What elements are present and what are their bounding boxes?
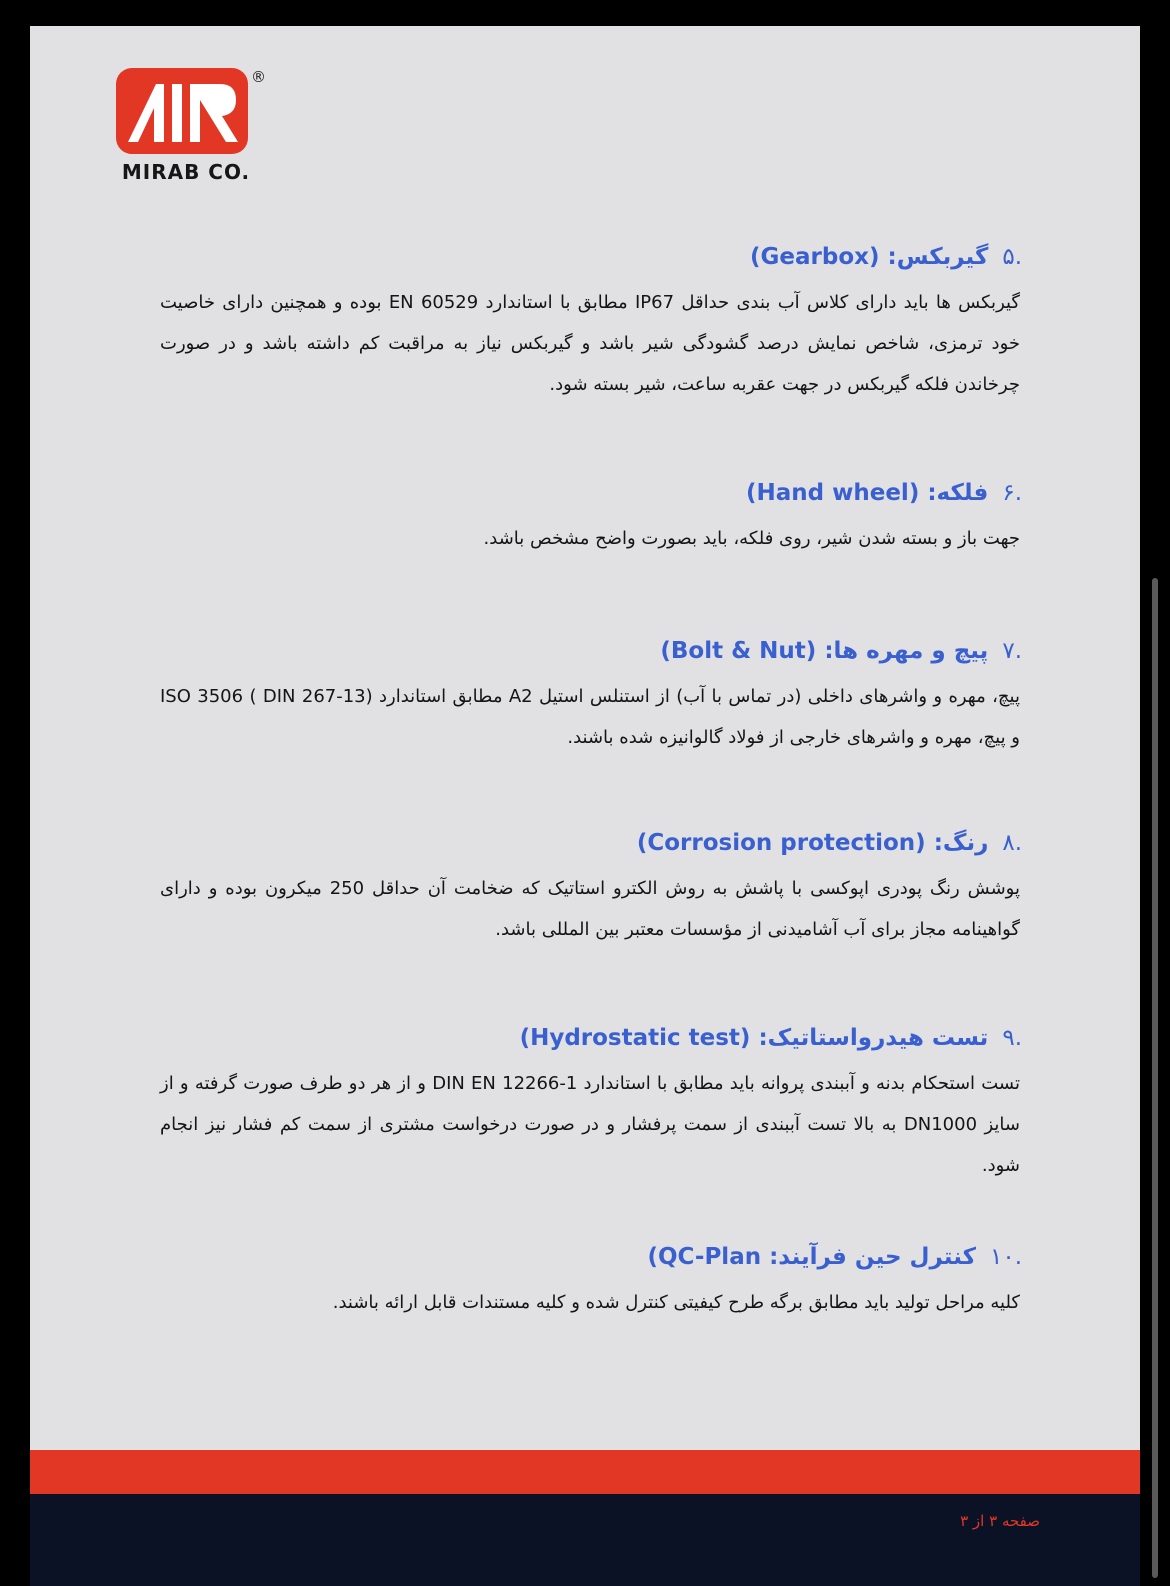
page-footer bbox=[30, 1494, 1140, 1586]
section-number: .۶ bbox=[1002, 480, 1022, 506]
section-title-fa: کنترل حین فرآیند: bbox=[769, 1244, 976, 1270]
section-title-en: (Gearbox) bbox=[750, 244, 880, 270]
section-title-en: (QC-Plan bbox=[647, 1244, 762, 1270]
section-number: .۸ bbox=[1002, 830, 1022, 856]
section-body: پیچ، مهره و واشرهای داخلی (در تماس با آب) از استنلس استیل A2 مطابق استاندارد (DIN 267-13 ) ISO 3506 و پیچ، مهره و واشرهای خارجی از فولاد گالوانیزه شده باشند. bbox=[160, 686, 1020, 748]
section-heading bbox=[160, 1240, 1022, 1274]
section-heading bbox=[160, 240, 1022, 274]
section-title-fa: پیچ و مهره ها: bbox=[824, 638, 989, 664]
page-number: صفحه ۳ از ۳ bbox=[960, 1512, 1040, 1530]
section-heading bbox=[160, 1021, 1022, 1055]
section-heading bbox=[160, 826, 1022, 860]
vertical-scrollbar[interactable] bbox=[1152, 578, 1158, 1578]
section-heading bbox=[160, 634, 1022, 668]
section-hand-wheel bbox=[160, 476, 1022, 559]
section-body: کلیه مراحل تولید باید مطابق برگه طرح کیفیتی کنترل شده و کلیه مستندات قابل ارائه باشند. bbox=[332, 1292, 1020, 1313]
section-title-en: (Bolt & Nut) bbox=[660, 638, 817, 664]
section-title-fa: گیربکس: bbox=[887, 244, 989, 270]
section-title-fa: تست هیدرواستاتیک: bbox=[758, 1025, 989, 1051]
section-body: تست استحکام بدنه و آببندی پروانه باید مطابق با استاندارد DIN EN 12266-1 و از هر دو طرف صورت گرفته و از سایز DN1000 به بالا تست آببندی از سمت پرفشار و در صورت درخواست مشتری از سمت کم فشار نیز انجام شود. bbox=[160, 1073, 1020, 1176]
section-title-en: (Hand wheel) bbox=[745, 480, 920, 506]
registered-mark: ® bbox=[251, 68, 266, 86]
section-number: .۱۰ bbox=[989, 1244, 1022, 1270]
mirab-logo-icon bbox=[116, 68, 250, 156]
section-hydrostatic-test bbox=[160, 1021, 1022, 1186]
section-title-en: (Corrosion protection) bbox=[636, 830, 926, 856]
section-title-en: (Hydrostatic test) bbox=[519, 1025, 751, 1051]
section-title-fa: فلکه: bbox=[927, 480, 989, 506]
logo-wordmark: MIRAB CO. bbox=[121, 160, 251, 184]
section-body: پوشش رنگ پودری اپوکسی با پاشش به روش الکترو استاتیک که ضخامت آن حداقل 250 میکرون بوده و دارای گواهینامه مجاز برای آب آشامیدنی از مؤسسات معتبر بین المللی باشد. bbox=[160, 878, 1020, 940]
section-bolt-nut bbox=[160, 634, 1022, 758]
section-number: .۵ bbox=[1002, 244, 1022, 270]
section-number: .۹ bbox=[1002, 1025, 1022, 1051]
section-body: گیربکس ها باید دارای کلاس آب بندی حداقل IP67 مطابق با استاندارد EN 60529 بوده و همچنین دارای خاصیت خود ترمزی، شاخص نمایش درصد گشودگی شیر باشد و گیربکس نیاز به مراقبت کم داشته باشد و در صورت چرخاندن فلکه گیربکس در جهت عقربه ساعت، شیر بسته شود. bbox=[160, 292, 1020, 395]
section-number: .۷ bbox=[1002, 638, 1022, 664]
footer-accent-band bbox=[30, 1450, 1140, 1494]
section-gearbox bbox=[160, 240, 1022, 405]
company-logo bbox=[116, 68, 276, 188]
section-title-fa: رنگ: bbox=[933, 830, 989, 856]
section-body: جهت باز و بسته شدن شیر، روی فلکه، باید بصورت واضح مشخص باشد. bbox=[483, 528, 1020, 549]
section-qc-plan bbox=[160, 1240, 1022, 1323]
section-corrosion-protection bbox=[160, 826, 1022, 950]
section-heading bbox=[160, 476, 1022, 510]
